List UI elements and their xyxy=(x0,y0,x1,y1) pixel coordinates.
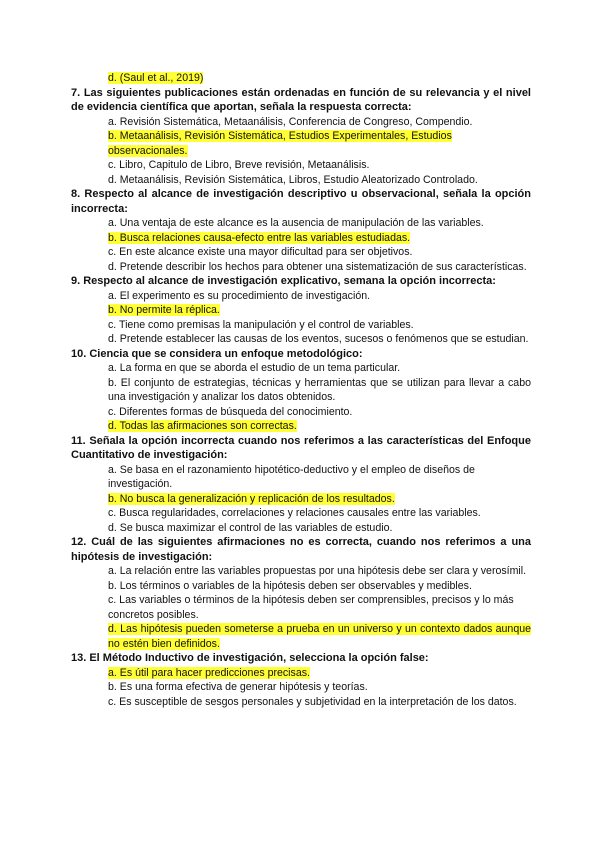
question-13 xyxy=(71,651,531,709)
highlighted-text: d. Todas las afirmaciones son correctas. xyxy=(108,420,297,432)
option-c: c. Es susceptible de sesgos personales y subjetividad en la interpretación de los datos. xyxy=(108,695,517,708)
highlighted-text: b. Metaanálisis, Revisión Sistemática, Estudios Experimentales, Estudios observacionales. xyxy=(108,130,452,157)
option-b-correct xyxy=(108,303,531,318)
page-content xyxy=(71,71,531,709)
highlighted-text: a. Es útil para hacer predicciones precisas. xyxy=(108,666,310,679)
option-c: c. Diferentes formas de búsqueda del conocimiento. xyxy=(108,405,353,418)
option-b-correct xyxy=(108,129,531,158)
option-a: a. El experimento es su procedimiento de investigación. xyxy=(108,289,371,302)
highlighted-text: b. No busca la generalización y replicación de los resultados. xyxy=(108,492,395,505)
option-d: d. Pretende establecer las causas de los eventos, sucesos o fenómenos que se estudian. xyxy=(108,333,529,345)
highlighted-text: b. No permite la réplica. xyxy=(108,304,220,316)
option-c: c. Tiene como premisas la manipulación y el control de variables. xyxy=(108,318,414,331)
option-d: d. Pretende describir los hechos para obtener una sistematización de sus características. xyxy=(108,260,527,273)
question-12 xyxy=(71,535,531,651)
question-text: 11. Señala la opción incorrecta cuando nos referimos a las características del Enfoque Cuantitativo de investigación: xyxy=(71,434,531,461)
question-8 xyxy=(71,187,531,274)
option-a: a. Revisión Sistemática, Metaanálisis, Conferencia de Congreso, Compendio. xyxy=(108,115,473,128)
question-9 xyxy=(71,274,531,347)
question-text: 9. Respecto al alcance de investigación explicativo, semana la opción incorrecta: xyxy=(71,275,496,287)
highlighted-text: d. (Saul et al., 2019) xyxy=(108,72,204,84)
question-text: 7. Las siguientes publicaciones están ordenadas en función de su relevancia y el nivel de evidencia científica que aportan, señala la respuesta correcta: xyxy=(71,86,531,113)
question-7 xyxy=(71,86,531,188)
option-c: c. Libro, Capitulo de Libro, Breve revisión, Metaanálisis. xyxy=(108,159,370,171)
question-10 xyxy=(71,347,531,434)
option-a: a. La forma en que se aborda el estudio de un tema particular. xyxy=(108,362,401,374)
option-d: d. Se busca maximizar el control de las variables de estudio. xyxy=(108,521,393,534)
question-text: 10. Ciencia que se considera un enfoque metodológico: xyxy=(71,347,363,360)
option-c: c. En este alcance existe una mayor dificultad para ser objetivos. xyxy=(108,246,413,258)
option-a: a. Una ventaja de este alcance es la ausencia de manipulación de las variables. xyxy=(108,217,484,229)
option-c: c. Busca regularidades, correlaciones y relaciones causales entre las variables. xyxy=(108,507,481,519)
question-text: 8. Respecto al alcance de investigación descriptivo u observacional, señala la opción incorrecta: xyxy=(71,188,531,215)
option-a: a. Se basa en el razonamiento hipotético-deductivo y el empleo de diseños de investigación. xyxy=(108,463,475,490)
question-11 xyxy=(71,434,531,536)
option-d: d. Metaanálisis, Revisión Sistemática, Libros, Estudio Aleatorizado Controlado. xyxy=(108,173,478,186)
option-a-correct xyxy=(108,666,531,681)
highlighted-text: d. Las hipótesis pueden someterse a prueba en un universo y un contexto dados aunque no estén bien definidos. xyxy=(108,623,531,650)
option-b: b. Es una forma efectiva de generar hipótesis y teorías. xyxy=(108,681,368,693)
question-text: 12. Cuál de las siguientes afirmaciones no es correcta, cuando nos referimos a una hipótesis de investigación: xyxy=(71,536,531,563)
option-b: b. Los términos o variables de la hipótesis deben ser observables y medibles. xyxy=(108,579,472,592)
option-a: a. La relación entre las variables propuestas por una hipótesis debe ser clara y verosímil. xyxy=(108,565,527,577)
option-d-correct xyxy=(108,622,531,651)
highlighted-text: b. Busca relaciones causa-efecto entre las variables estudiadas. xyxy=(108,231,411,244)
option-b: b. El conjunto de estrategias, técnicas y herramientas que se utilizan para llevar a cabo una investigación y analizar los datos obtenidos. xyxy=(108,376,531,403)
option-b-correct xyxy=(108,231,531,246)
option-c: c. Las variables o términos de la hipótesis deben ser comprensibles, precisos y lo más concretos posibles. xyxy=(108,594,514,621)
option-d-correct xyxy=(108,419,531,434)
previous-answer xyxy=(108,71,531,86)
option-b-correct xyxy=(108,492,531,507)
question-text: 13. El Método Inductivo de investigación, selecciona la opción false: xyxy=(71,652,429,664)
